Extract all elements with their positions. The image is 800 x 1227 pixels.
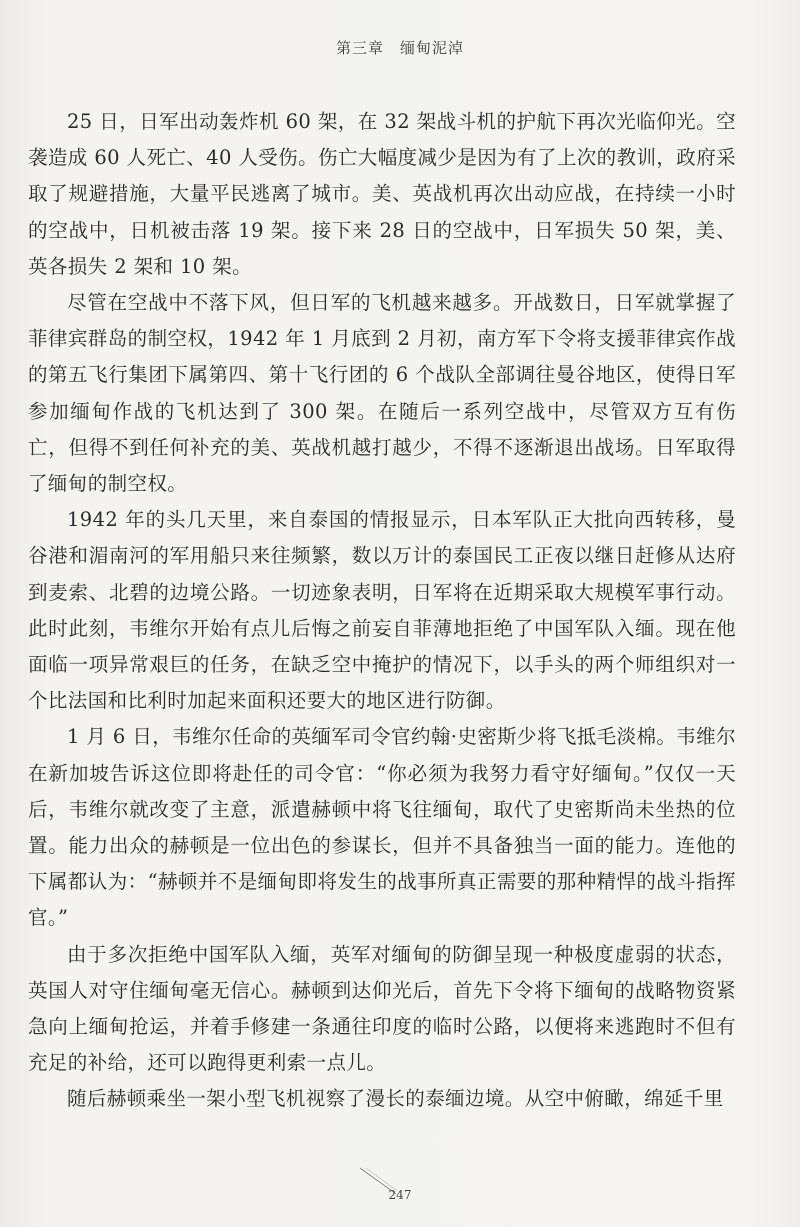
paragraph-4: 1 月 6 日，韦维尔任命的英缅军司令官约翰·史密斯少将飞抵毛淡棉。韦维尔在新加坡告诉这位即将赴任的司令官：“你必须为我努力看守好缅甸。”仅仅一天后，韦维尔就改变了主意，派遣赫顿中将飞往缅甸，取代了史密斯尚未坐热的位置。能力出众的赫顿是一位出色的参谋长，但并不具备独当一面的能力。连他的下属都认为：“赫顿并不是缅甸即将发生的战事所真正需要的那种精悍的战斗指挥官。” bbox=[28, 725, 736, 930]
paragraph-1: 25 日，日军出动轰炸机 60 架，在 32 架战斗机的护航下再次光临仰光。空袭造成 60 人死亡、40 人受伤。伤亡大幅度减少是因为有了上次的教训，政府采取了规避措施，大量平民逃离了城市。美、英战机再次出动应战，在持续一小时的空战中，日机被击落 19 架。接下来 28 日的空战中，日军损失 50 架，美、英各损失 2 架和 10 架。 bbox=[28, 110, 736, 278]
running-head: 第三章 缅甸泥淖 bbox=[335, 39, 464, 57]
page-number: 247 bbox=[388, 1188, 412, 1202]
paragraph-5: 由于多次拒绝中国军队入缅，英军对缅甸的防御呈现一种极度虚弱的状态，英国人对守住缅甸毫无信心。赫顿到达仰光后，首先下令将下缅甸的战略物资紧急向上缅甸抢运，并着手修建一条通往印度的临时公路，以便将来逃跑时不但有充足的补给，还可以跑得更利索一点儿。 bbox=[28, 942, 736, 1075]
paragraph-2: 尽管在空战中不落下风，但日军的飞机越来越多。开战数日，日军就掌握了菲律宾群岛的制空权，1942 年 1 月底到 2 月初，南方军下令将支援菲律宾作战的第五飞行集团下属第四、第十飞行团的 6 个战队全部调往曼谷地区，使得日军参加缅甸作战的飞机达到了 300 架。在随后一系列空战中，尽管双方互有伤亡，但得不到任何补充的美、英战机越打越少，不得不逐渐退出战场。日军取得了缅甸的制空权。 bbox=[28, 291, 736, 496]
body-text bbox=[28, 104, 736, 1118]
paragraph-3: 1942 年的头几天里，来自泰国的情报显示，日本军队正大批向西转移，曼谷港和湄南河的军用船只来往频繁，数以万计的泰国民工正夜以继日赶修从达府到麦索、北碧的边境公路。一切迹象表明，日军将在近期采取大规模军事行动。此时此刻，韦维尔开始有点儿后悔之前妄自菲薄地拒绝了中国军队入缅。现在他面临一项异常艰巨的任务，在缺乏空中掩护的情况下，以手头的两个师组织对一个比法国和比利时加起来面积还要大的地区进行防御。 bbox=[28, 508, 736, 713]
paragraph-6: 随后赫顿乘坐一架小型飞机视察了漫长的泰缅边境。从空中俯瞰，绵延千里 bbox=[67, 1087, 724, 1111]
